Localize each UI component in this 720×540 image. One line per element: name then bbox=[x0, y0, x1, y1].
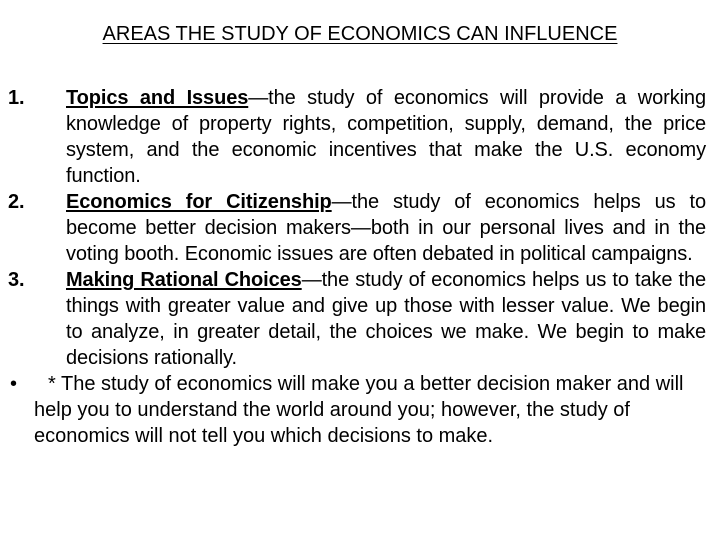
list-item-text: —the study of economics helps us to become better decision makers—both in our personal lives and in the voting booth. Economic issues are often debated in political campaigns. bbox=[66, 191, 706, 265]
list-item-body bbox=[66, 189, 706, 267]
list-item-term: Economics for Citizenship bbox=[66, 191, 332, 213]
list-item-1 bbox=[0, 85, 720, 189]
list-item-2 bbox=[0, 189, 720, 267]
list-item-text: —the study of economics will provide a working knowledge of property rights, competition, supply, demand, the price system, and the economic incentives that make the U.S. economy function. bbox=[66, 87, 706, 187]
page-title: AREAS THE STUDY OF ECONOMICS CAN INFLUENCE bbox=[102, 23, 618, 45]
list-item-term: Topics and Issues bbox=[66, 87, 249, 109]
bullet-note-text: * The study of economics will make you a better decision maker and will help you to understand the world around you; however, the study of economics will not tell you which decisions to make. bbox=[34, 373, 684, 447]
list-item-number: 1. bbox=[8, 87, 25, 109]
list-item-number: 3. bbox=[8, 269, 25, 291]
list-item-body bbox=[66, 85, 706, 189]
bullet-note bbox=[0, 371, 720, 449]
list-item-term: Making Rational Choices bbox=[66, 269, 302, 291]
bullet-icon: • bbox=[10, 373, 18, 395]
list-item-number: 2. bbox=[8, 191, 25, 213]
list-item-3 bbox=[0, 267, 720, 371]
list-item-body bbox=[66, 267, 706, 371]
numbered-list bbox=[0, 85, 720, 449]
list-item-text: —the study of economics helps us to take the things with greater value and give up those with lesser value. We begin to analyze, in greater detail, the choices we make. We begin to make decisions rationally. bbox=[66, 269, 706, 369]
